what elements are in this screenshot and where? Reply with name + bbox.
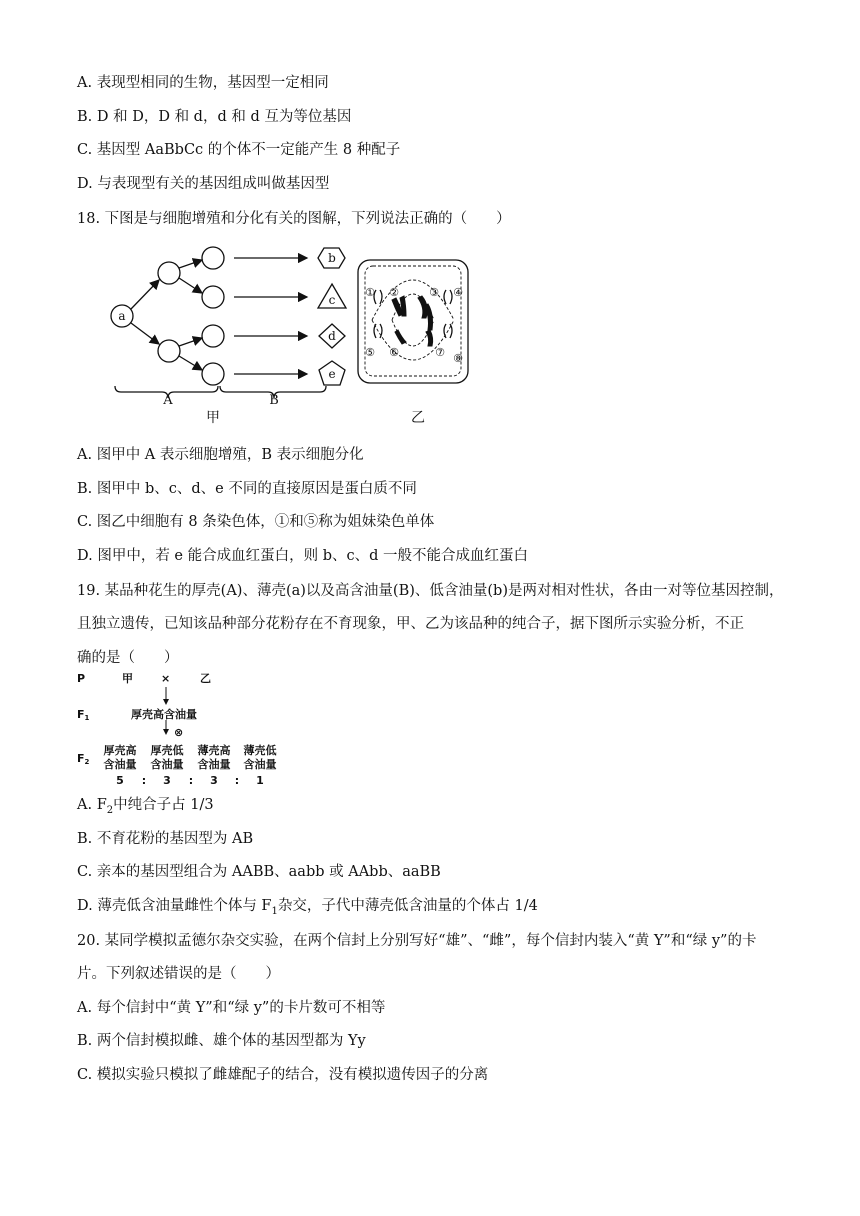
genetic-cross-diagram bbox=[74, 670, 294, 792]
q20-option-c: C. 模拟实验只模拟了雌雄配子的结合，没有模拟遗传因子的分离 bbox=[77, 1067, 489, 1083]
F2-phenotype-2-line-2: 含油量 bbox=[150, 758, 184, 771]
chromosome-2-label: ② bbox=[389, 286, 399, 299]
generation-F1: F1 bbox=[77, 708, 90, 722]
ratio-sep-2: : bbox=[188, 774, 194, 787]
self-cross-symbol: ⊗ bbox=[174, 726, 184, 739]
q20-stem-line-1: 20. 某同学模拟孟德尔杂交实验，在两个信封上分别写好“雄”、“雌”，每个信封内装入“黄 Y”和“绿 y”的卡 bbox=[77, 933, 757, 949]
cross-symbol: × bbox=[161, 672, 171, 685]
q18-option-d: D. 图甲中，若 e 能合成血红蛋白，则 b、c、d 一般不能合成血红蛋白 bbox=[77, 548, 529, 564]
q18-option-a: A. 图甲中 A 表示细胞增殖，B 表示细胞分化 bbox=[77, 447, 364, 463]
parent-yi: 乙 bbox=[200, 672, 211, 685]
ratio-2: 3 bbox=[163, 774, 171, 787]
label-jia: 甲 bbox=[206, 410, 220, 426]
ratio-4: 1 bbox=[256, 774, 264, 787]
chromosome-6-label: ⑥ bbox=[389, 346, 399, 359]
chromosome-7-label: ⑦ bbox=[435, 346, 445, 359]
cell-b-label: b bbox=[328, 251, 336, 265]
cell-gen1-top bbox=[158, 262, 180, 284]
q19-option-a: A. $F_2$中纯合子占 1/3 bbox=[77, 797, 214, 816]
F2-phenotype-4-line-1: 薄壳低 bbox=[243, 744, 277, 757]
F2-phenotype-3-line-2: 含油量 bbox=[197, 758, 231, 771]
chromosome-8-label: ⑧ bbox=[453, 352, 463, 365]
F2-phenotype-1-line-1: 厚壳高 bbox=[103, 744, 137, 757]
label-yi: 乙 bbox=[411, 410, 425, 426]
parent-jia: 甲 bbox=[122, 672, 133, 685]
q18-stem: 18. 下图是与细胞增殖和分化有关的图解，下列说法正确的（ ） bbox=[77, 211, 511, 227]
ratio-sep-3: : bbox=[234, 774, 240, 787]
q17-option-b: B. D 和 D，D 和 d，d 和 d 互为等位基因 bbox=[77, 109, 352, 125]
q17-option-a: A. 表现型相同的生物，基因型一定相同 bbox=[77, 75, 329, 91]
q19-stem-line-2: 且独立遗传，已知该品种部分花粉存在不育现象，甲、乙为该品种的纯合子，据下图所示实验分析，不正 bbox=[77, 616, 744, 632]
chromosome-3-label: ③ bbox=[429, 286, 439, 299]
F2-phenotype-2-line-1: 厚壳低 bbox=[150, 744, 184, 757]
cell-gen2-4 bbox=[202, 363, 224, 385]
ratio-3: 3 bbox=[210, 774, 218, 787]
cell-d-label: d bbox=[328, 329, 336, 343]
q19-option-b: B. 不育花粉的基因型为 AB bbox=[77, 831, 254, 847]
q18-option-c: C. 图乙中细胞有 8 条染色体，①和⑤称为姐妹染色单体 bbox=[77, 514, 435, 530]
cell-gen2-1 bbox=[202, 247, 224, 269]
generation-F2: F2 bbox=[77, 752, 90, 766]
q19-option-c: C. 亲本的基因型组合为 AABB、aabb 或 AAbb、aaBB bbox=[77, 864, 441, 880]
cell-differentiation-figure bbox=[100, 238, 480, 428]
cell-c-label: c bbox=[328, 293, 336, 307]
q17-option-d: D. 与表现型有关的基因组成叫做基因型 bbox=[77, 176, 330, 192]
q17-option-c: C. 基因型 AaBbCc 的个体不一定能产生 8 种配子 bbox=[77, 142, 401, 158]
cell-a-label: a bbox=[118, 309, 126, 323]
q19-stem-line-3: 确的是（ ） bbox=[77, 650, 179, 666]
q19-option-d: D. 薄壳低含油量雌性个体与 $F_1$杂交，子代中薄壳低含油量的个体占 1/4 bbox=[77, 898, 538, 917]
label-A: A bbox=[163, 393, 173, 408]
generation-P: P bbox=[77, 672, 86, 685]
cell-gen2-3 bbox=[202, 325, 224, 347]
F1-phenotype: 厚壳高含油量 bbox=[131, 708, 197, 721]
q19-stem-line-1: 19. 某品种花生的厚壳(A)、薄壳(a)以及高含油量(B)、低含油量(b)是两对相对性状，各由一对等位基因控制， bbox=[77, 583, 784, 599]
F2-phenotype-3-line-1: 薄壳高 bbox=[197, 744, 231, 757]
cell-gen1-bottom bbox=[158, 340, 180, 362]
chromosome-1-label: ① bbox=[365, 286, 375, 299]
F2-phenotype-1-line-2: 含油量 bbox=[103, 758, 137, 771]
cell-e-label: e bbox=[328, 367, 336, 381]
cell-gen2-2 bbox=[202, 286, 224, 308]
chromosome-4-label: ④ bbox=[453, 286, 463, 299]
chromosome-5-label: ⑤ bbox=[365, 346, 375, 359]
q18-option-b: B. 图甲中 b、c、d、e 不同的直接原因是蛋白质不同 bbox=[77, 481, 417, 497]
q20-stem-line-2: 片。下列叙述错误的是（ ） bbox=[77, 966, 280, 982]
ratio-1: 5 bbox=[116, 774, 124, 787]
q20-option-b: B. 两个信封模拟雌、雄个体的基因型都为 Yy bbox=[77, 1033, 366, 1049]
dividing-cell bbox=[358, 260, 468, 383]
q20-option-a: A. 每个信封中“黄 Y”和“绿 y”的卡片数可不相等 bbox=[77, 1000, 386, 1016]
F2-phenotype-4-line-2: 含油量 bbox=[243, 758, 277, 771]
label-B: B bbox=[269, 393, 279, 408]
ratio-sep-1: : bbox=[141, 774, 147, 787]
